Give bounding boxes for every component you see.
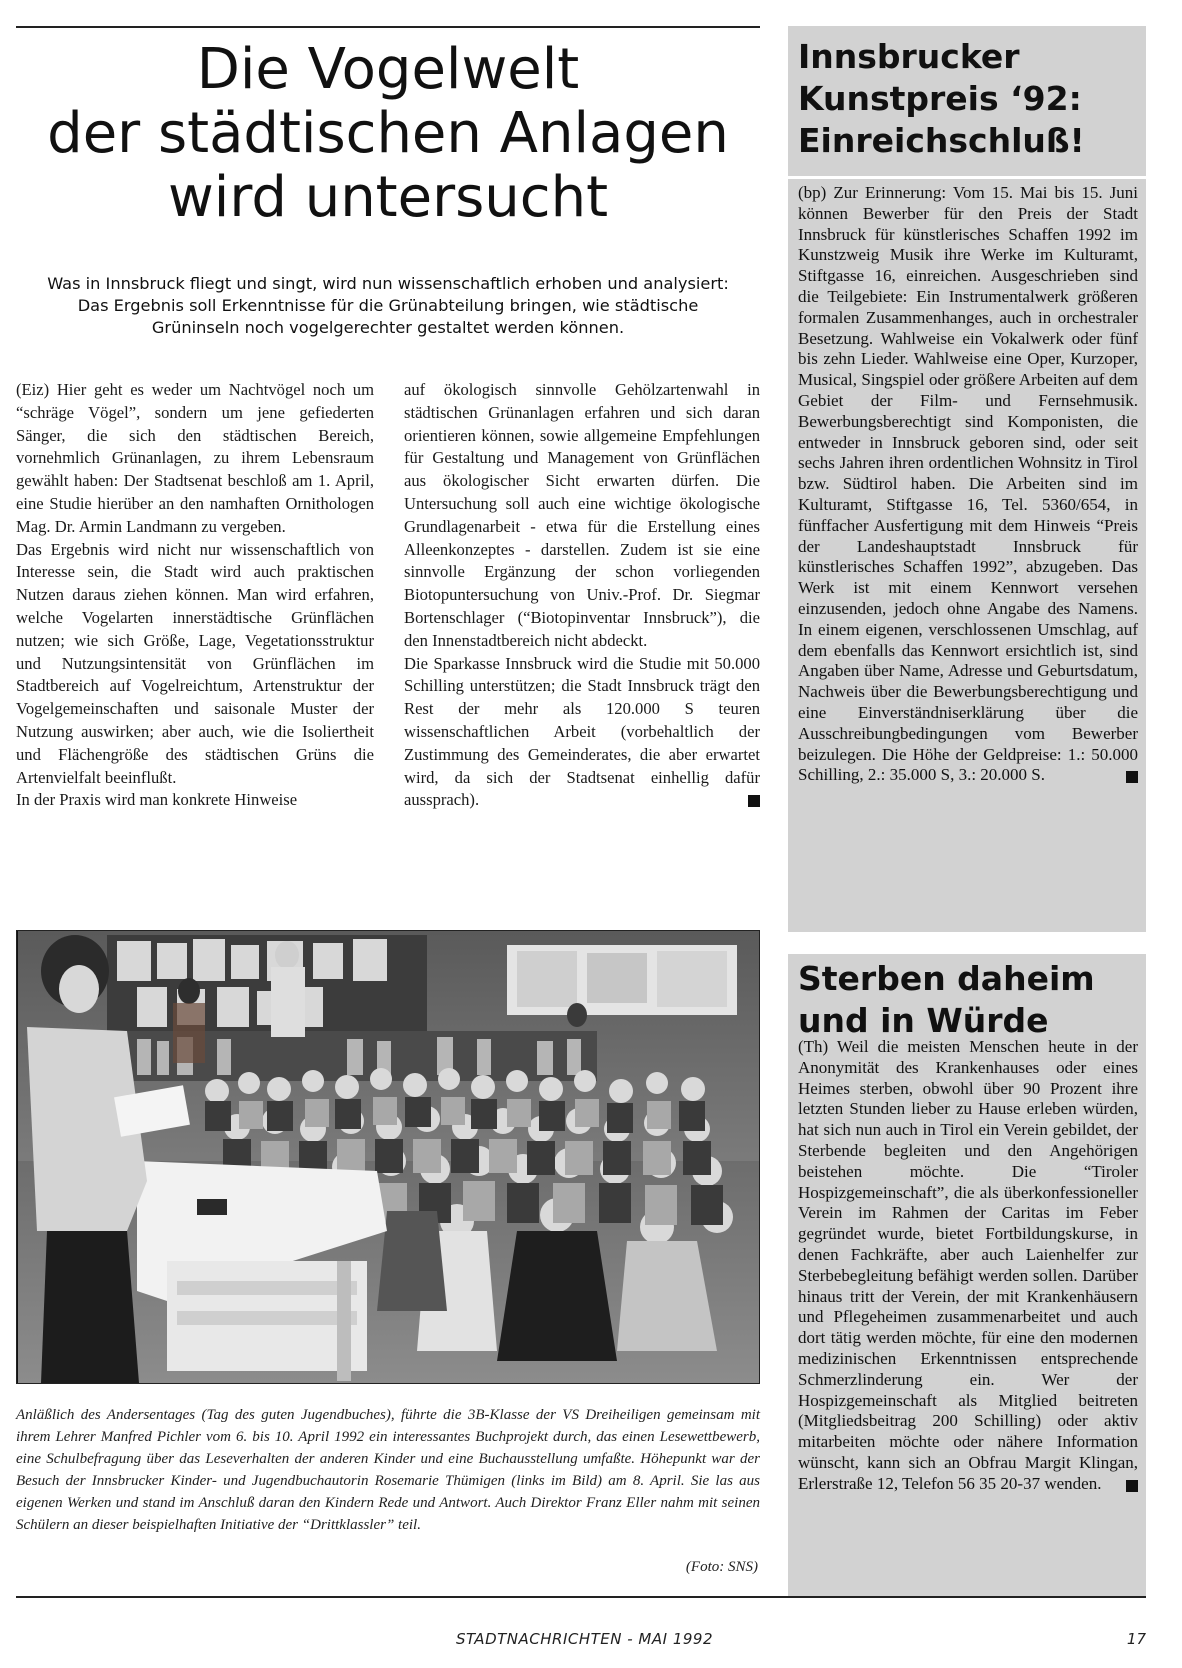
photo-caption: Anläßlich des Andersentages (Tag des guten Jugendbuches), führte die 3B-Klasse der VS Dreiheiligen gemeinsam mit ihrem Lehrer Manfred Pichler vom 6. bis 10. April 1992 ein interessantes Buchprojekt durch, das einen Lesewettbewerb, eine Schulbefragung über das Leseverhalten der anderen Kinder und eine Buchausstellung umfaßte. Höhepunkt war der Besuch der Innsbrucker Kinder- und Jugendbuchautorin Rosemarie Thümigen (links im Bild) am 8. April. Sie las aus eigenen Werken und stand im Anschluß daran den Kindern Rede und Antwort. Auch Direktor Franz Eller nahm mit seinen Schülern an dieser beispielhaften Initiative der “Drittklassler” teil.	[16, 1407, 760, 1533]
article-headline: Die Vogelwelt der städtischen Anlagen wird untersucht	[47, 37, 729, 230]
article-column-2	[404, 379, 760, 812]
sidebar-divider	[788, 176, 1146, 179]
article-column-1	[16, 379, 374, 812]
paragraph: auf ökologisch sinnvolle Gehölzartenwahl in städtischen Grünanlagen erfahren und sich daran orientieren können, sowie allgemeine Empfehlungen für Gestaltung und Management von Grünflächen aus ökologischer Sicht erwarten dürfen. Die Untersuchung soll auch eine wichtige ökologische Grundlagenarbeit - etwa für die Erstellung eines Alleenkonzeptes - darstellen. Zudem ist sie eine sinnvolle Ergänzung der schon vorliegenden Biotopuntersuchung von Univ.-Prof. Dr. Siegmar Bortenschlager (“Biotopinventar Innsbruck”), die den Innenstadtbereich nicht abdeckt.	[404, 380, 760, 650]
paragraph: Das Ergebnis wird nicht nur wissenschaftlich von Interesse sein, die Stadt wird auch praktischen Nutzen daraus ziehen können. Man wird erfahren, welche Vogelarten innerstädtische Grünflächen nutzen; wie sich Größe, Lage, Vegetationsstruktur und Nutzungsintensität von Grünflächen im Stadtbereich auf Vogelreichtum, Artenstruktur der Vogelgemeinschaften und saisonale Muster der Nutzung auswirken; aber auch, wie die Isoliertheit und Flächengröße des städtischen Grüns die Artenvielfalt beeinflußt.	[16, 539, 374, 787]
classroom-photo	[16, 930, 760, 1384]
paragraph: Die Sparkasse Innsbruck wird die Studie mit 50.000 Schilling unterstützen; die Stadt Innsbruck trägt den Rest der mehr als 120.000 S teuren wissenschaftlichen Arbeit (vorbehaltlich der Zustimmung des Gemeinderates, die aber erwartet wird, da sich der Stadtsenat einhellig dafür aussprach).	[404, 653, 760, 810]
paragraph: (Eiz) Hier geht es weder um Nachtvögel noch um “schräge Vögel”, sondern um jene gefiederten Sänger, die sich den städtischen Bereich, vornehmlich Grünanlagen, zu ihrem Lebensraum gewählt haben: Der Stadtsenat beschloß am 1. April, eine Studie hierüber an den namhaften Ornithologen Mag. Dr. Armin Landmann zu vergeben.	[16, 380, 374, 536]
end-mark-icon	[1126, 1480, 1138, 1492]
magazine-name: STADTNACHRICHTEN - MAI 1992	[456, 1630, 713, 1648]
photo-credit: (Foto: SNS)	[685, 1559, 758, 1575]
sidebar-gap	[788, 932, 1146, 954]
kunstpreis-headline: Innsbrucker Kunstpreis ‘92: Einreichschluß!	[798, 37, 1085, 160]
article-deck: Was in Innsbruck fliegt und singt, wird nun wissenschaftlich erhoben und analysiert: Das Ergebnis soll Erkenntnisse für die Grünabteilung bringen, wie städtische Grüninseln noch vogelgerechter gestaltet werden können.	[47, 274, 729, 337]
kunstpreis-body: (bp) Zur Erinnerung: Vom 15. Mai bis 15. Juni können Bewerber für den Preis der Stadt Innsbruck für künstlerisches Schaffen 1992 im Kunstzweig Musik ihre Werke im Kulturamt, Stiftgasse 16, einreichen. Ausgeschrieben sind die Teilgebiete: Ein Instrumentalwerk größeren formalen Zusammenhanges, auch in orchestraler Besetzung. Wahlweise ein Vokalwerk oder fünf bis zehn Lieder. Wahlweise eine Oper, Kurzoper, Musical, Singspiel oder größere Arbeiten auf dem Gebiet der Film- und Fernsehmusik. Bewerbungsberechtigt sind Komponisten, die entweder in Innsbruck geboren sind, oder seit sechs Jahren ihren ordentlichen Wohnsitz in Tirol bzw. Südtirol haben. Die Arbeiten sind im Kulturamt, Stiftgasse 16, Tel. 5360/654, in fünffacher Ausfertigung mit dem Hinweis “Preis der Landeshauptstadt Innsbruck für künstlerisches Schaffen 1992”, abzugeben. Das Werk ist mit einem Kennwort versehen einzusenden, jedoch ohne Angabe des Namens. In einem eigenen, verschlossenen Umschlag, auf dem ebenfalls das Kennwort ersichtlich ist, sind Angaben über Name, Adresse und Geburtsdatum, Nachweis über die Bewerbungsberechtigung und eine Einverständniserklärung über die Ausschreibungbedingungen vom Bewerber beizulegen. Die Höhe der Geldpreise: 1.: 50.000 Schilling, 2.: 35.000 S, 3.: 20.000 S.	[798, 183, 1138, 785]
bottom-rule	[16, 1596, 1146, 1598]
sterben-headline: Sterben daheim und in Würde	[798, 959, 1095, 1040]
end-mark-icon	[1126, 771, 1138, 783]
sterben-body: (Th) Weil die meisten Menschen heute in der Anonymität des Krankenhauses oder eines Heimes sterben, obwohl über 90 Prozent ihre letzten Stunden lieber zu Hause erleben würden, hat sich nun auch in Tirol ein Verein gebildet, der Sterbende begleiten und den Angehörigen beistehen möchte. Die “Tiroler Hospizgemeinschaft”, die als überkonfessioneller Verein im Rahmen der Caritas im Feber gegründet wurde, bietet Fortbildungskurse, in denen Fachkräfte, aber auch Laienhelfer zur Sterbebegleitung befähigt werden sollen. Darüber hinaus tritt der Verein, der mit Krankenhäusern und Pflegeheimen zusammenarbeitet und auch dort tätig werden möchte, für eine den modernen medizinischen Erkenntnissen entsprechende Schmerzlinderung ein. Wer der Hospizgemeinschaft als Mitglied beitreten (Mitgliedsbeitrag 200 Schilling) oder aktiv mitarbeiten möchte oder nähere Information wünscht, kann sich an Obfrau Margit Klingan, Erlerstraße 12, Telefon 56 35 20-37 wenden.	[798, 1037, 1138, 1493]
classroom-photo-image	[17, 931, 759, 1383]
page-number: 17	[1126, 1630, 1146, 1648]
end-mark-icon	[748, 795, 760, 807]
paragraph: In der Praxis wird man konkrete Hinweise	[16, 790, 298, 810]
page-footer	[16, 1630, 1146, 1654]
sidebar	[788, 26, 1146, 1598]
top-rule	[16, 26, 760, 28]
